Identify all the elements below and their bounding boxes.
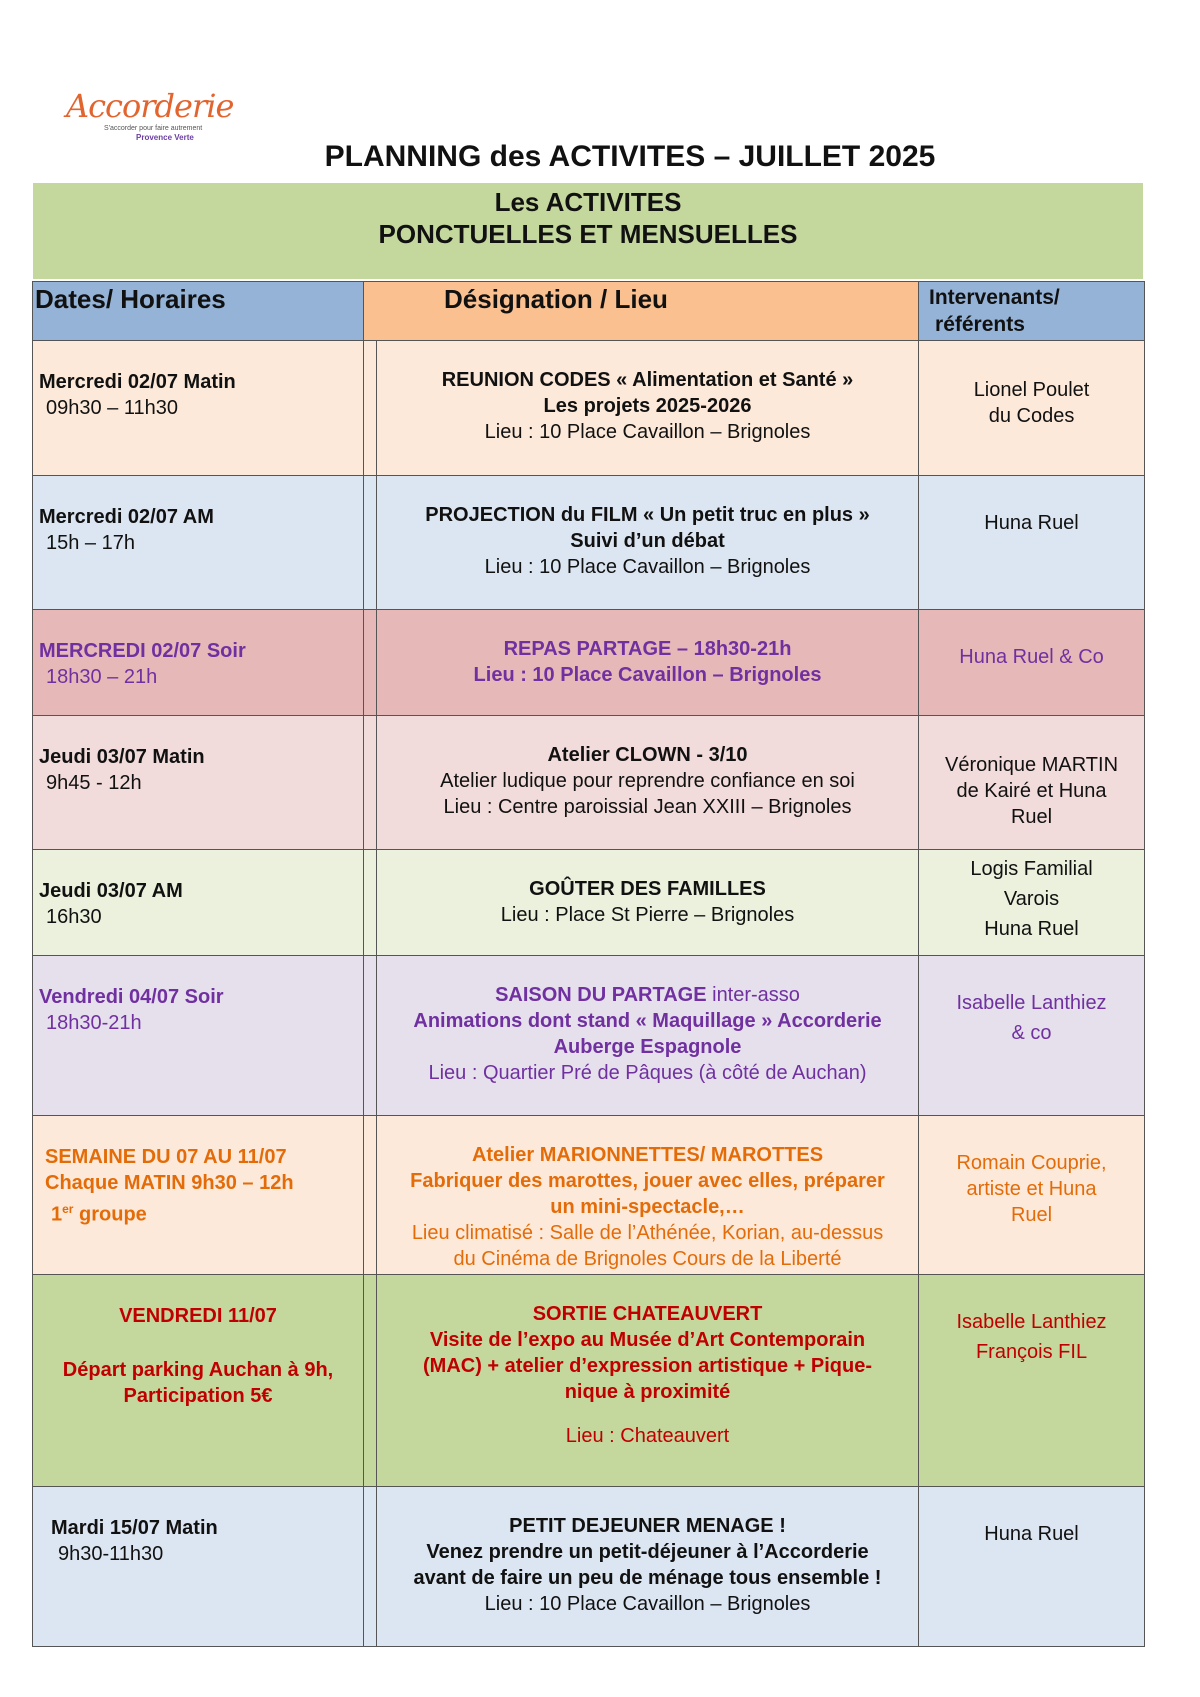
ref-line: de Kairé et Huna [956, 780, 1107, 802]
desc-line: Atelier ludique pour reprendre confiance en soi [440, 770, 855, 792]
header-intervenants-line1: Intervenants/ [929, 286, 1060, 309]
ref-line: Ruel [1010, 1204, 1053, 1226]
desc-location: Lieu : 10 Place Cavaillon – Brignoles [484, 1593, 811, 1615]
desc-location: Lieu : Place St Pierre – Brignoles [500, 904, 795, 926]
ref-line: Romain Couprie, [956, 1152, 1107, 1174]
desc-location: Lieu : Quartier Pré de Pâques (à côté de Auchan) [428, 1062, 867, 1084]
column-spacer [364, 1116, 377, 1275]
row-date [33, 610, 364, 716]
column-spacer [364, 850, 377, 956]
row-time: 18h30 – 21h [46, 666, 158, 688]
ref-line: Ruel [1010, 806, 1053, 828]
ref-line: Lionel Poulet [973, 379, 1090, 401]
row-referents [919, 716, 1145, 850]
row-date-label: Jeudi 03/07 Matin [39, 746, 205, 768]
desc-line: Atelier CLOWN - 3/10 [547, 744, 748, 766]
row-date [33, 716, 364, 850]
row-date-label: SEMAINE DU 07 AU 11/07 [45, 1146, 287, 1168]
ref-line: Huna Ruel [984, 918, 1079, 940]
row-time: 9h45 - 12h [46, 772, 142, 794]
row-date-label: VENDREDI 11/07 [119, 1305, 277, 1327]
desc-line: PROJECTION du FILM « Un petit truc en plus » [425, 504, 870, 526]
table-row [33, 956, 1145, 1116]
row-designation [377, 716, 919, 850]
table-row [33, 1487, 1145, 1647]
desc-line: nique à proximité [564, 1381, 731, 1403]
desc-location: du Cinéma de Brignoles Cours de la Liberté [453, 1248, 842, 1270]
logo-tagline: S'accorder pour faire autrement [104, 125, 203, 132]
ref-line: Isabelle Lanthiez [956, 1311, 1107, 1333]
desc-line: Venez prendre un petit-déjeuner à l’Accorderie [426, 1541, 869, 1563]
ref-line: & co [1011, 1022, 1052, 1044]
desc-line: GOÛTER DES FAMILLES [529, 878, 766, 900]
row-group [45, 1196, 357, 1228]
row-referents [919, 850, 1145, 956]
row-referents [919, 610, 1145, 716]
ref-line: Huna Ruel [984, 1523, 1079, 1545]
row-date-label: Vendredi 04/07 Soir [39, 986, 224, 1008]
desc-line: PETIT DEJEUNER MENAGE ! [509, 1515, 786, 1537]
header-designation: Désignation / Lieu [364, 282, 919, 341]
desc-line: (MAC) + atelier d’expression artistique + Pique- [423, 1355, 873, 1377]
desc-line: Suivi d’un débat [570, 530, 725, 552]
row-time: 18h30-21h [46, 1012, 142, 1034]
desc-line: Fabriquer des marottes, jouer avec elles, préparer [410, 1170, 885, 1192]
desc-location: Lieu : Centre paroissial Jean XXIII – Brignoles [443, 796, 852, 818]
logo-region: Provence Verte [136, 133, 194, 142]
logo-wordmark: Accorderie [66, 87, 234, 125]
ref-line: François FIL [975, 1341, 1088, 1363]
desc-line: Animations dont stand « Maquillage » Accorderie [413, 1010, 882, 1032]
row-designation [377, 850, 919, 956]
row-designation [377, 341, 919, 476]
row-spacer [39, 1329, 357, 1357]
row-date-label: MERCREDI 02/07 Soir [39, 640, 246, 662]
ref-line: Véronique MARTIN [944, 754, 1119, 776]
desc-line: SORTIE CHATEAUVERT [532, 1303, 763, 1325]
row-referents [919, 1275, 1145, 1487]
desc-line: un mini-spectacle,… [550, 1196, 745, 1218]
header-intervenants [919, 282, 1145, 341]
column-spacer [364, 956, 377, 1116]
row-referents [919, 1487, 1145, 1647]
desc-line: avant de faire un peu de ménage tous ensemble ! [413, 1567, 882, 1589]
desc-line: inter-asso [706, 984, 800, 1006]
table-row [33, 476, 1145, 610]
row-date [33, 1487, 364, 1647]
banner-line-1: Les ACTIVITES [494, 187, 682, 217]
row-date [33, 1116, 364, 1275]
row-referents [919, 1116, 1145, 1275]
page-title: PLANNING des ACTIVITES – JUILLET 2025 [324, 140, 936, 173]
row-time: 15h – 17h [46, 532, 135, 554]
header-intervenants-line2: référents [935, 313, 1025, 336]
row-time: Départ parking Auchan à 9h, [62, 1359, 334, 1381]
row-date-label: Mardi 15/07 Matin [51, 1517, 218, 1539]
row-date [33, 476, 364, 610]
table-row [33, 1116, 1145, 1275]
ref-line: Huna Ruel [984, 512, 1079, 534]
table-row [33, 850, 1145, 956]
header-dates: Dates/ Horaires [33, 282, 364, 341]
row-designation [377, 610, 919, 716]
table-row [33, 1275, 1145, 1487]
table-row [33, 610, 1145, 716]
row-date [33, 341, 364, 476]
row-designation [377, 1275, 919, 1487]
row-date [33, 956, 364, 1116]
table-row [33, 341, 1145, 476]
row-date [33, 850, 364, 956]
row-time: 16h30 [46, 906, 102, 928]
row-referents [919, 341, 1145, 476]
desc-location: Lieu : 10 Place Cavaillon – Brignoles [484, 421, 811, 443]
ref-line: Isabelle Lanthiez [956, 992, 1107, 1014]
row-time: Chaque MATIN 9h30 – 12h [45, 1172, 294, 1194]
desc-location: Lieu : Chateauvert [565, 1425, 730, 1447]
row-date-label: Jeudi 03/07 AM [39, 880, 183, 902]
column-spacer [364, 341, 377, 476]
row-date-label: Mercredi 02/07 AM [39, 506, 214, 528]
column-spacer [364, 716, 377, 850]
ref-line: Huna Ruel & Co [959, 646, 1104, 668]
column-spacer [364, 1275, 377, 1487]
ref-line: Logis Familial [970, 858, 1093, 880]
desc-line: REPAS PARTAGE – 18h30-21h [503, 638, 792, 660]
ref-line: artiste et Huna [966, 1178, 1097, 1200]
row-date-label: Mercredi 02/07 Matin [39, 371, 236, 393]
banner-line-2: PONCTUELLES ET MENSUELLES [378, 219, 798, 249]
row-time: 09h30 – 11h30 [46, 397, 178, 419]
activities-table [32, 281, 1145, 1647]
column-spacer [364, 476, 377, 610]
row-designation [377, 956, 919, 1116]
section-banner [33, 183, 1143, 279]
column-spacer [364, 1487, 377, 1647]
row-referents [919, 476, 1145, 610]
desc-location: Lieu : 10 Place Cavaillon – Brignoles [473, 664, 822, 686]
ref-line: Varois [1003, 888, 1060, 910]
desc-location: Lieu : 10 Place Cavaillon – Brignoles [484, 556, 811, 578]
desc-line: Les projets 2025-2026 [543, 395, 752, 417]
row-time: 9h30-11h30 [58, 1543, 164, 1565]
row-date [33, 1275, 364, 1487]
desc-line: Auberge Espagnole [553, 1036, 742, 1058]
desc-location: Lieu climatisé : Salle de l’Athénée, Korian, au-dessus [411, 1222, 884, 1244]
desc-line: REUNION CODES « Alimentation et Santé » [441, 369, 854, 391]
row-designation [377, 1116, 919, 1275]
group-suffix: er [62, 1202, 74, 1216]
column-spacer [364, 610, 377, 716]
group-number: 1 [51, 1203, 63, 1226]
table-header-row [33, 282, 1145, 341]
row-designation [377, 476, 919, 610]
table-row [33, 716, 1145, 850]
desc-spacer [379, 1405, 916, 1423]
row-referents [919, 956, 1145, 1116]
desc-line: SAISON DU PARTAGE [495, 984, 707, 1006]
ref-line: du Codes [988, 405, 1075, 427]
group-label: groupe [73, 1203, 147, 1226]
row-designation [377, 1487, 919, 1647]
desc-line: Atelier MARIONNETTES/ MAROTTES [471, 1144, 824, 1166]
row-participation: Participation 5€ [123, 1385, 273, 1407]
desc-line: Visite de l’expo au Musée d’Art Contemporain [429, 1329, 866, 1351]
